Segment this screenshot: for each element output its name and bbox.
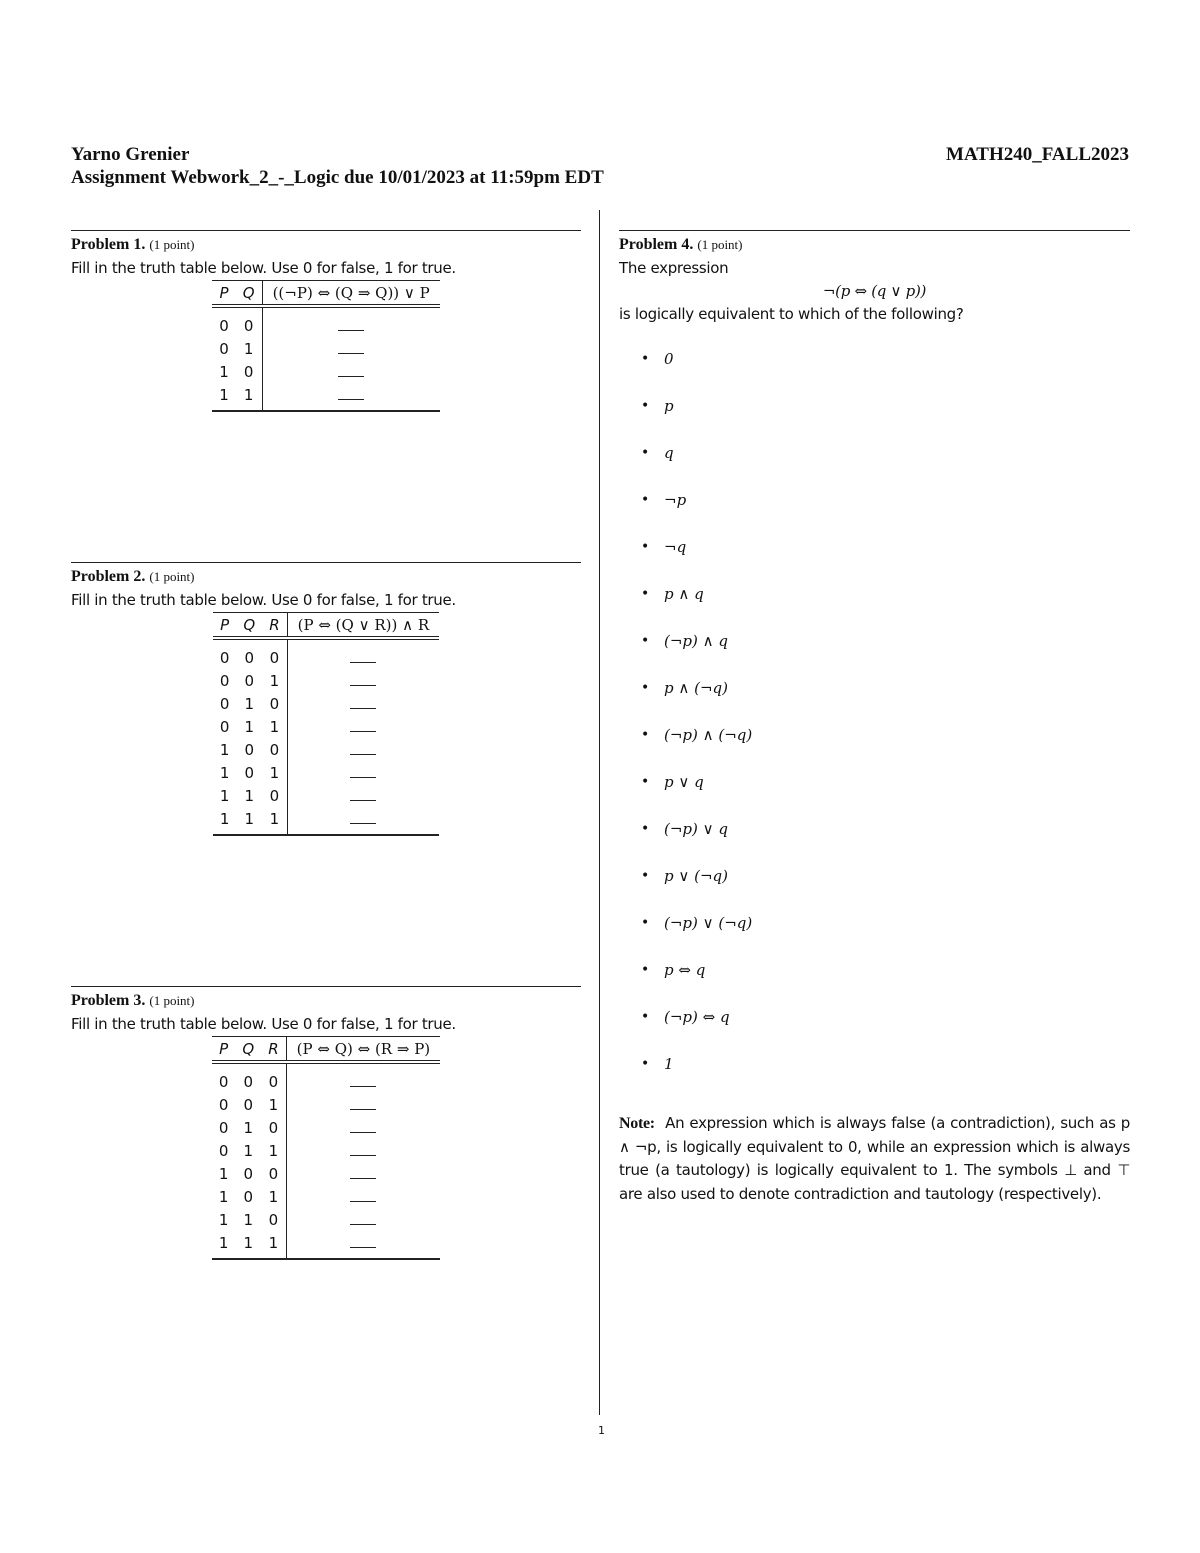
answer-option[interactable] xyxy=(641,865,1130,912)
truth-value: 0 xyxy=(243,1187,254,1206)
truth-value: 1 xyxy=(268,1095,279,1114)
truth-value: 1 xyxy=(243,1118,254,1137)
table-row xyxy=(212,1208,440,1231)
answer-cell[interactable] xyxy=(286,1062,440,1093)
truth-value: 1 xyxy=(219,763,230,782)
table-row xyxy=(213,738,439,761)
answer-blank[interactable] xyxy=(350,1210,376,1225)
answer-cell[interactable] xyxy=(286,1162,440,1185)
problem-2 xyxy=(71,562,581,986)
truth-value: 0 xyxy=(218,1095,229,1114)
truth-value: 1 xyxy=(213,807,237,835)
problem-1-points: (1 point) xyxy=(149,237,195,252)
option-label: 0 xyxy=(664,350,674,368)
problem-3-heading xyxy=(71,990,581,1012)
column-header: Q xyxy=(235,1037,261,1063)
answer-option[interactable] xyxy=(641,959,1130,1006)
answer-option[interactable] xyxy=(641,771,1130,818)
expression-header: (P ⇔ (Q ∨ R)) ∧ R xyxy=(287,613,439,639)
answer-blank[interactable] xyxy=(350,809,376,824)
bullet-icon: • xyxy=(641,727,650,743)
answer-cell[interactable] xyxy=(287,761,439,784)
truth-table-2 xyxy=(213,612,439,836)
bullet-icon: • xyxy=(641,586,650,602)
answer-blank[interactable] xyxy=(350,1072,376,1087)
answer-option[interactable] xyxy=(641,348,1130,395)
answer-cell[interactable] xyxy=(286,1231,440,1259)
truth-value: 0 xyxy=(244,763,255,782)
truth-value: 0 xyxy=(244,740,255,759)
column-header: R xyxy=(262,613,287,639)
truth-value: 1 xyxy=(219,740,230,759)
table-row xyxy=(212,306,440,337)
truth-value: 1 xyxy=(243,339,254,358)
table-row xyxy=(213,807,439,835)
answer-blank[interactable] xyxy=(350,1164,376,1179)
answer-blank[interactable] xyxy=(350,1187,376,1202)
bullet-icon: • xyxy=(641,398,650,414)
option-label: ¬p xyxy=(664,491,687,509)
note-label: Note: xyxy=(619,1115,655,1132)
truth-table-header xyxy=(212,281,440,307)
truth-value: 1 xyxy=(269,671,280,690)
truth-value: 1 xyxy=(219,362,229,381)
truth-value: 1 xyxy=(262,807,287,835)
answer-cell[interactable] xyxy=(286,1139,440,1162)
bullet-icon: • xyxy=(641,1009,650,1025)
problem-4-title: Problem 4. xyxy=(619,236,694,253)
bullet-icon: • xyxy=(641,774,650,790)
option-label: (¬p) ∨ q xyxy=(664,820,728,838)
answer-cell[interactable] xyxy=(262,306,440,337)
truth-value: 0 xyxy=(218,1072,229,1091)
truth-value: 1 xyxy=(269,763,280,782)
answer-cell[interactable] xyxy=(286,1116,440,1139)
problem-4-intro: The expression xyxy=(619,259,729,277)
bullet-icon: • xyxy=(641,962,650,978)
answer-option[interactable] xyxy=(641,912,1130,959)
answer-option[interactable] xyxy=(641,677,1130,724)
option-label: ¬q xyxy=(664,538,687,556)
option-label: p xyxy=(664,397,674,415)
option-label: 1 xyxy=(664,1055,674,1073)
column-header: P xyxy=(212,281,236,307)
bullet-icon: • xyxy=(641,539,650,555)
answer-cell[interactable] xyxy=(287,692,439,715)
truth-table-3 xyxy=(212,1036,440,1260)
answer-blank[interactable] xyxy=(338,385,364,400)
table-row xyxy=(212,383,440,411)
expression-header: (P ⇔ Q) ⇔ (R ⇒ P) xyxy=(286,1037,440,1063)
problem-2-title: Problem 2. xyxy=(71,568,146,585)
option-label: p ∧ (¬q) xyxy=(664,679,728,697)
truth-value: 1 xyxy=(244,786,255,805)
note-text: An expression which is always false (a contradiction), such as p ∧ ¬p, is logically equivalent to 0, while an expression which is always true (a tautology) is logically equivalent to 1. The symbols ⊥ and ⊤ are also used to denote contradiction and tautology (respectively). xyxy=(619,1114,1130,1203)
truth-value: 0 xyxy=(219,694,230,713)
table-row xyxy=(212,360,440,383)
answer-cell[interactable] xyxy=(262,337,440,360)
table-row xyxy=(212,1062,440,1093)
truth-table-1 xyxy=(212,280,440,412)
truth-value: 0 xyxy=(269,740,280,759)
answer-blank[interactable] xyxy=(338,316,364,331)
problem-1-heading xyxy=(71,234,581,256)
answer-option[interactable] xyxy=(641,442,1130,489)
bullet-icon: • xyxy=(641,351,650,367)
answer-blank[interactable] xyxy=(350,763,376,778)
column-header: Q xyxy=(236,281,262,307)
right-column xyxy=(619,230,1130,1206)
bullet-icon: • xyxy=(641,1056,650,1072)
truth-value: 1 xyxy=(218,1210,229,1229)
answer-cell[interactable] xyxy=(287,784,439,807)
answer-blank[interactable] xyxy=(350,1141,376,1156)
answer-option[interactable] xyxy=(641,583,1130,630)
truth-value: 1 xyxy=(218,1164,229,1183)
problem-3 xyxy=(71,986,581,1260)
answer-blank[interactable] xyxy=(350,1095,376,1110)
truth-value: 0 xyxy=(218,1141,229,1160)
answer-blank[interactable] xyxy=(338,362,364,377)
answer-blank[interactable] xyxy=(338,339,364,354)
column-header: Q xyxy=(236,613,262,639)
answer-cell[interactable] xyxy=(287,738,439,761)
problem-1 xyxy=(71,230,581,562)
problem-4 xyxy=(619,230,1130,1206)
truth-value: 1 xyxy=(218,1187,229,1206)
truth-value: 0 xyxy=(219,648,230,667)
truth-value: 0 xyxy=(219,316,229,335)
truth-table-header xyxy=(212,1037,440,1063)
problem-2-instruction: Fill in the truth table below. Use 0 for false, 1 for true. xyxy=(71,591,456,609)
left-column xyxy=(71,230,581,1260)
table-row xyxy=(212,1116,440,1139)
column-header: R xyxy=(261,1037,286,1063)
truth-value: 1 xyxy=(244,694,255,713)
truth-value: 0 xyxy=(268,1164,279,1183)
answer-option[interactable] xyxy=(641,630,1130,677)
column-header: P xyxy=(213,613,237,639)
option-label: p ∧ q xyxy=(664,585,704,603)
truth-value: 1 xyxy=(244,717,255,736)
table-row xyxy=(212,1231,440,1259)
student-name: Yarno Grenier xyxy=(71,144,190,165)
table-row xyxy=(213,761,439,784)
truth-value: 0 xyxy=(219,339,229,358)
truth-value: 0 xyxy=(243,1164,254,1183)
truth-value: 1 xyxy=(219,786,230,805)
problem-1-instruction: Fill in the truth table below. Use 0 for false, 1 for true. xyxy=(71,259,456,277)
bullet-icon: • xyxy=(641,915,650,931)
bullet-icon: • xyxy=(641,821,650,837)
table-row xyxy=(212,1162,440,1185)
bullet-icon: • xyxy=(641,492,650,508)
table-row xyxy=(212,1139,440,1162)
answer-cell[interactable] xyxy=(286,1208,440,1231)
truth-value: 1 xyxy=(236,383,262,411)
option-label: p ∨ q xyxy=(664,773,704,791)
truth-value: 0 xyxy=(243,1072,254,1091)
bullet-icon: • xyxy=(641,445,650,461)
answer-blank[interactable] xyxy=(350,648,376,663)
assignment-title: Assignment Webwork_2_-_Logic due 10/01/2023 at 11:59pm EDT xyxy=(71,167,604,188)
answer-option[interactable] xyxy=(641,536,1130,583)
answer-blank[interactable] xyxy=(350,1118,376,1133)
answer-blank[interactable] xyxy=(350,671,376,686)
table-row xyxy=(213,669,439,692)
option-label: (¬p) ⇔ q xyxy=(664,1008,730,1026)
bullet-icon: • xyxy=(641,633,650,649)
problem-1-title: Problem 1. xyxy=(71,236,146,253)
column-header: P xyxy=(212,1037,236,1063)
truth-value: 1 xyxy=(243,1210,254,1229)
option-label: (¬p) ∧ (¬q) xyxy=(664,726,753,744)
problem-4-question: is logically equivalent to which of the following? xyxy=(619,305,964,323)
truth-value: 1 xyxy=(236,807,262,835)
page-number: 1 xyxy=(598,1424,605,1437)
truth-value: 0 xyxy=(243,316,254,335)
truth-value: 0 xyxy=(219,671,230,690)
answer-option[interactable] xyxy=(641,1006,1130,1053)
option-label: p ∨ (¬q) xyxy=(664,867,728,885)
bullet-icon: • xyxy=(641,868,650,884)
problem-2-heading xyxy=(71,566,581,588)
table-row xyxy=(213,692,439,715)
problem-4-note xyxy=(619,1112,1130,1206)
problem-2-points: (1 point) xyxy=(149,569,195,584)
truth-value: 0 xyxy=(244,648,255,667)
option-label: (¬p) ∧ q xyxy=(664,632,728,650)
truth-value: 1 xyxy=(261,1231,286,1259)
truth-value: 1 xyxy=(243,1141,254,1160)
truth-value: 1 xyxy=(269,717,280,736)
answer-cell[interactable] xyxy=(287,715,439,738)
answer-cell[interactable] xyxy=(287,638,439,669)
truth-value: 0 xyxy=(269,786,280,805)
truth-value: 0 xyxy=(219,717,230,736)
answer-cell[interactable] xyxy=(287,807,439,835)
truth-value: 0 xyxy=(244,671,255,690)
answer-blank[interactable] xyxy=(350,740,376,755)
truth-value: 0 xyxy=(269,694,280,713)
problem-3-points: (1 point) xyxy=(149,993,195,1008)
column-divider xyxy=(599,210,600,1415)
truth-value: 0 xyxy=(268,1210,279,1229)
answer-option[interactable] xyxy=(641,395,1130,442)
answer-blank[interactable] xyxy=(350,1233,376,1248)
truth-value: 0 xyxy=(218,1118,229,1137)
answer-blank[interactable] xyxy=(350,717,376,732)
table-row xyxy=(213,715,439,738)
problem-4-points: (1 point) xyxy=(697,237,743,252)
problem-4-expression: ¬(p ⇔ (q ∨ p)) xyxy=(822,282,927,300)
truth-table-header xyxy=(213,613,439,639)
truth-value: 0 xyxy=(268,1118,279,1137)
truth-value: 1 xyxy=(235,1231,261,1259)
truth-value: 1 xyxy=(268,1141,279,1160)
bullet-icon: • xyxy=(641,680,650,696)
answer-cell[interactable] xyxy=(262,383,440,411)
truth-value: 0 xyxy=(269,648,280,667)
truth-value: 1 xyxy=(268,1187,279,1206)
answer-blank[interactable] xyxy=(350,694,376,709)
truth-value: 0 xyxy=(243,362,254,381)
answer-cell[interactable] xyxy=(262,360,440,383)
option-label: (¬p) ∨ (¬q) xyxy=(664,914,753,932)
answer-option[interactable] xyxy=(641,489,1130,536)
course-code: MATH240_FALL2023 xyxy=(946,144,1129,165)
answer-cell[interactable] xyxy=(286,1093,440,1116)
option-label: p ⇔ q xyxy=(664,961,706,979)
problem-3-instruction: Fill in the truth table below. Use 0 for false, 1 for true. xyxy=(71,1015,456,1033)
problem-4-heading xyxy=(619,234,1130,256)
table-row xyxy=(212,337,440,360)
truth-value: 1 xyxy=(212,1231,236,1259)
table-row xyxy=(213,638,439,669)
table-row xyxy=(213,784,439,807)
answer-cell[interactable] xyxy=(286,1185,440,1208)
table-row xyxy=(212,1185,440,1208)
expression-header: ((¬P) ⇔ (Q ⇒ Q)) ∨ P xyxy=(262,281,440,307)
answer-option[interactable] xyxy=(641,818,1130,865)
answer-options xyxy=(619,348,1130,1100)
answer-blank[interactable] xyxy=(350,786,376,801)
answer-option[interactable] xyxy=(641,1053,1130,1100)
table-row xyxy=(212,1093,440,1116)
option-label: q xyxy=(664,444,674,462)
truth-value: 1 xyxy=(212,383,236,411)
answer-cell[interactable] xyxy=(287,669,439,692)
truth-value: 0 xyxy=(243,1095,254,1114)
problem-3-title: Problem 3. xyxy=(71,992,146,1009)
truth-value: 0 xyxy=(268,1072,279,1091)
answer-option[interactable] xyxy=(641,724,1130,771)
